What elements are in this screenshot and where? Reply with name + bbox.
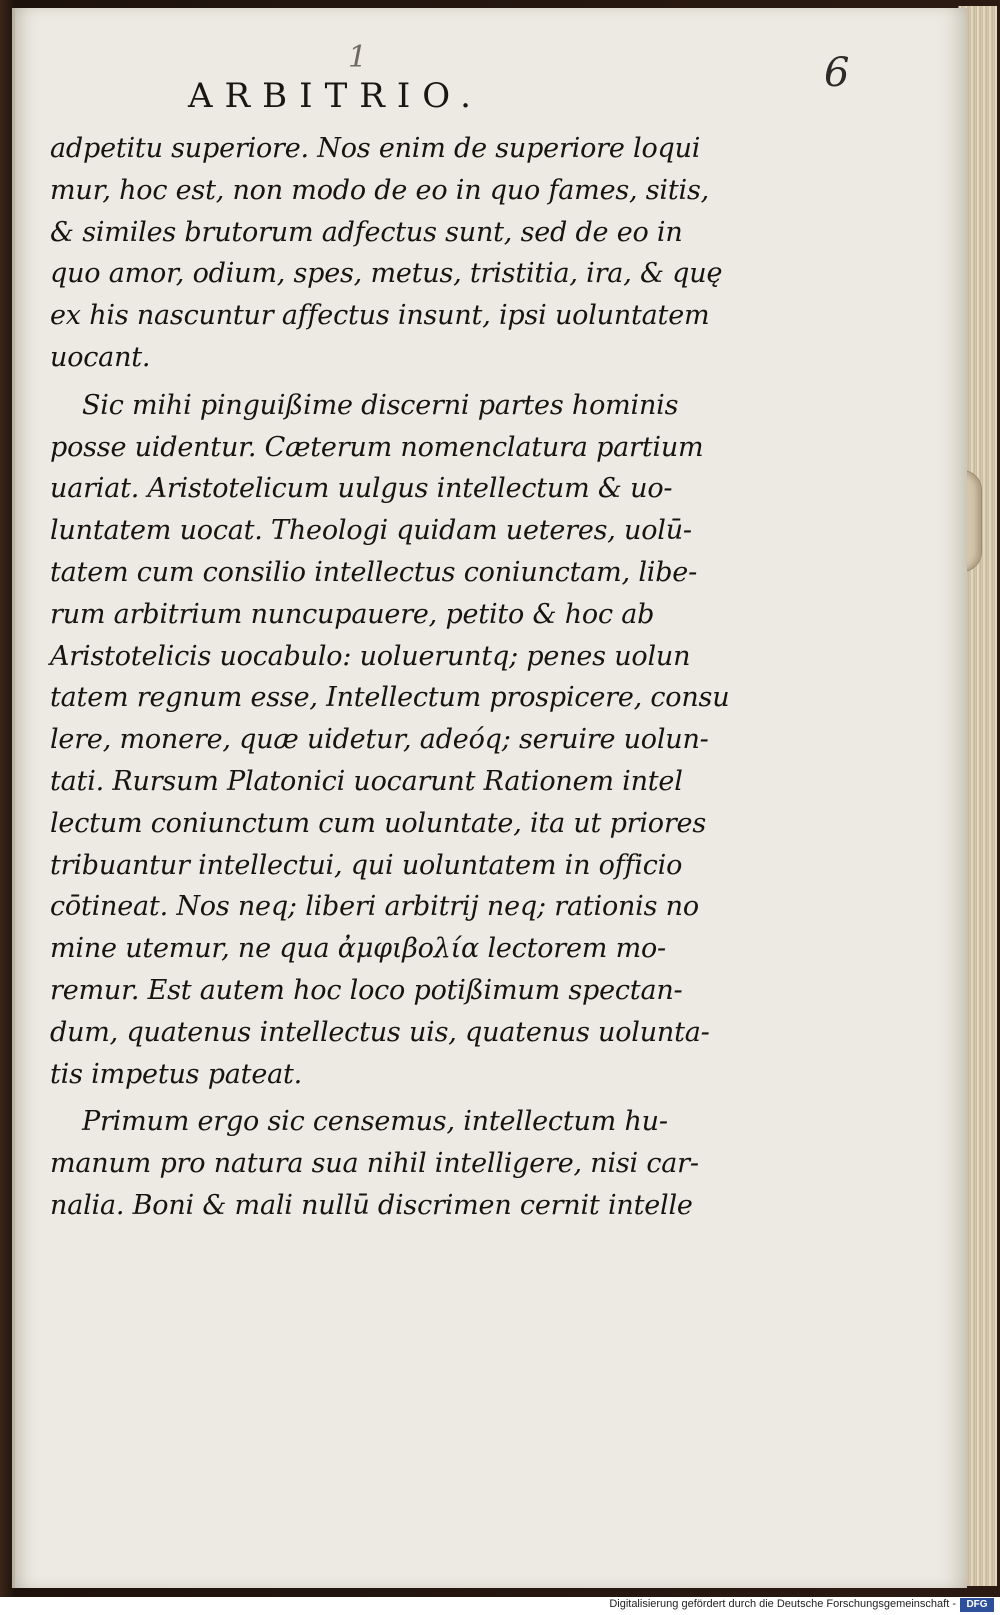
- text-line: mine utemur, ne qua ἀμφιβολία lectorem mo-: [50, 933, 666, 965]
- text-line: & similes brutorum adfectus sunt, sed de eo in: [50, 216, 683, 248]
- text-line: Primum ergo sic censemus, intellectum hu-: [82, 1106, 668, 1138]
- text-line: rum arbitrium nuncupauere, petito & hoc ab: [50, 598, 655, 630]
- text-line: quo amor, odium, spes, metus, tristitia, ira, & quę: [50, 258, 723, 290]
- text-line: luntatem uocat. Theologi quidam ueteres, uolū-: [50, 515, 692, 547]
- pencil-annotation: 1: [348, 40, 368, 75]
- text-line: uocant.: [50, 341, 151, 373]
- text-line: tis impetus pateat.: [50, 1058, 303, 1090]
- paragraph: [50, 128, 723, 379]
- folio-number: 6: [824, 50, 850, 96]
- running-head: ARBITRIO.: [188, 76, 483, 116]
- text-line: remur. Est autem hoc loco potißimum spectan-: [50, 974, 683, 1006]
- text-line: tribuantur intellectui, qui uoluntatem in officio: [50, 849, 683, 881]
- text-line: Aristotelicis uocabulo: uolueruntq; penes uolun: [50, 640, 691, 672]
- text-line: ex his nascuntur affectus insunt, ipsi uoluntatem: [50, 300, 710, 332]
- body-text: [50, 128, 730, 1227]
- text-line: tatem regnum esse, Intellectum prospicere, consu: [50, 682, 730, 714]
- text-line: uariat. Aristotelicum uulgus intellectum & uo-: [50, 473, 673, 505]
- text-line: nalia. Boni & mali nullū discrimen cernit intelle: [50, 1189, 693, 1221]
- text-line: lectum coniunctum cum uoluntate, ita ut priores: [50, 807, 706, 839]
- dfg-logo: DFG: [960, 1598, 994, 1612]
- text-line: tati. Rursum Platonici uocarunt Rationem intel: [50, 765, 683, 797]
- text-line: manum pro natura sua nihil intelligere, nisi car-: [50, 1148, 699, 1180]
- paragraph: [50, 385, 730, 1096]
- text-line: dum, quatenus intellectus uis, quatenus uolunta-: [50, 1016, 710, 1048]
- text-line: lere, monere, quæ uidetur, adeóq; seruire uolun-: [50, 724, 709, 756]
- text-line: posse uidentur. Cæterum nomenclatura partium: [50, 431, 704, 463]
- funding-credit: Digitalisierung gefördert durch die Deutsche Forschungsgemeinschaft -: [609, 1598, 956, 1610]
- text-line: Sic mihi pinguißime discerni partes hominis: [82, 389, 679, 421]
- paragraph: [50, 1101, 710, 1226]
- text-line: mur, hoc est, non modo de eo in quo fames, sitis,: [50, 174, 709, 206]
- text-line: tatem cum consilio intellectus coniunctam, libe-: [50, 556, 697, 588]
- text-line: adpetitu superiore. Nos enim de superiore loqui: [50, 133, 701, 164]
- text-line: cōtineat. Nos neq; liberi arbitrij neq; rationis no: [50, 891, 699, 923]
